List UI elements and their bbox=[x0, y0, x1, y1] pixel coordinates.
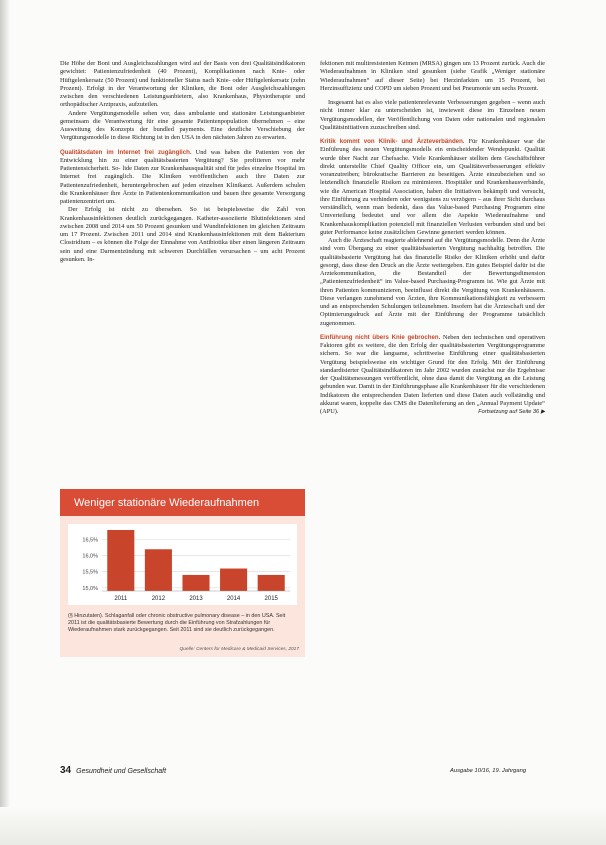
x-tick-label: 2015 bbox=[264, 596, 278, 602]
page-number: 34 bbox=[60, 765, 72, 776]
chart-box bbox=[60, 489, 305, 657]
right-paragraph-3-text: Für Krankenhäuser war die Einführung des neuen Vergütungsmodells ein entscheidender Wendepunkt. Qualität wurde über Nacht zur Chefsache. Viele Krankenhäuser stellten dem Geschäftsführer direkt unterstellte Chief Quality Officer ein, um Qualitätsverbesserungen effektiv voranzutreiben; bürokratische Barrieren zu beseitigen. Ärzte einzubeziehen und so letztendlich finanzielle Risiken zu minimieren. Hospitäler und Krankenhausverbände, wie die American Hospital Association, haben die Initiativen bekämpft und versucht, ihre Einführung zu verhindern oder wenigstens zu verzögern – aus ihrer Sicht durchaus verständlich, wenn man bedenkt, dass das Value-based Purchasing Programm eine Umverteilung bedeutet und vor allem die Aspekte Wiederaufnahme und Krankenhauskomplikation potenziell mit finanziellen Verlusten verbunden sind und bei guter Performance keine zusätzlichen Gewinne generiert werden können. bbox=[320, 138, 546, 236]
issue-info: Ausgabe 10/16, 19. Jahrgang bbox=[450, 768, 527, 774]
x-tick-label: 2012 bbox=[151, 596, 166, 602]
y-tick-label: 16,5% bbox=[82, 537, 98, 544]
bar-chart bbox=[68, 524, 297, 605]
bar-2013 bbox=[182, 575, 209, 591]
x-tick-label: 2011 bbox=[114, 596, 128, 602]
right-paragraph-1: fektionen mit multiresistenten Keimen (MRSA) gingen um 13 Prozent zurück. Auch die Wiederaufnahmen in Kliniken sind gesunken (siehe Grafik „Weniger stationäre Wiederaufnahmen“ auf dieser Seite) bei Herzinfarkten um 15 Prozent, bei Herzinsuffizienz und COPD um sieben Prozent und bei Pneumonie um sechs Prozent. bbox=[320, 60, 545, 92]
subheading-kritik: Kritik kommt von Klinik- und Ärzteverbänden. bbox=[320, 138, 465, 145]
left-paragraph-4: Der Erfolg ist nicht zu übersehen. So ist beispielsweise die Zahl von Krankenhausinfektionen deutlich zurückgegangen. Katheter-assoziierte Blutinfektionen sind zwischen 2008 und 2014 um 50 Prozent gesunken und Wundinfektionen im gleichen Zeitraum um 17 Prozent. Zwischen 2011 und 2014 sind Krankenhausinfektionen mit dem Bakterium Clostridium – es können die Folge der Einnahme von Antibiotika über einen längeren Zeitraum sein und eine Darmentzündung mit schweren Durchfällen verursachen – um acht Prozent gesunken. In- bbox=[60, 206, 305, 263]
bar-2012 bbox=[145, 549, 172, 591]
left-paragraph-3 bbox=[60, 149, 305, 207]
x-tick-label: 2014 bbox=[226, 596, 241, 602]
continued-note: Fortsetzung auf Seite 36 ▶ bbox=[478, 409, 545, 415]
right-paragraph-5-text: Neben den technischen und operativen Faktoren gibt es weitere, die den Erfolg der qualitätsbasierten Vergütungsprogramme sichern. So war die langsame, schrittweise Einführung einer qualitätsbasierten Vergütung beispielsweise ein wichtiger Grund für den Erfolg. Mit der Einführung standardisierter Qualitätsindikatoren im Jahr 2002 wurden zunächst nur die Ergebnisse der Qualitätsmessungen veröffentlicht, ohne dass damit die Vergütung an die Leistung gebunden war. Damit in der Einführungsphase alle Krankenhäuser für die verschiedenen Indikatoren die entsprechenden Daten lieferten und diese Daten auch vollständig und akkurat waren, koppelte das CMS die Datenlieferung an den „Annual Payment Update“ (APU). bbox=[320, 333, 545, 415]
right-paragraph-4: Auch die Ärzteschaft reagierte ablehnend auf die Vergütungsmodelle. Denn die Ärzte sind vom Übergang zu einer qualitätsbasierten Vergütung nachhaltig betroffen. Die qualitätsbasierte Vergütung hat das finanzielle Risiko der Kliniken erhöht und dafür gesorgt, dass diese den Druck an die Ärzte weitergeben. Ein gutes Beispiel dafür ist die Arztekommunikation, die Bestandteil der Bewertungsdimension „Patientenzufriedenheit“ im Value-based Purchasing-Programm ist. Wie gut Ärzte mit ihren Patienten kommunizieren, beeinflusst direkt die Vergütung von Krankenhäusern. Diese verlangen zunehmend von Ärzten, ihre Kommunikationsfähigkeit zu verbessern und an entsprechenden Schulungen teilzunehmen. Insofern hat die Ärzteschaft und der Optimierungsdruck auf Ärzte mit der Einführung der Programme tatsächlich zugenommen. bbox=[320, 237, 545, 327]
bar-2014 bbox=[220, 569, 247, 591]
chart-area bbox=[68, 524, 297, 605]
right-paragraph-5 bbox=[320, 334, 545, 417]
y-tick-label: 16,0% bbox=[82, 553, 98, 560]
chart-title: Weniger stationäre Wiederaufnahmen bbox=[60, 489, 305, 516]
subheading-einfuehrung: Einführung nicht übers Knie gebrochen. bbox=[320, 333, 441, 341]
subheading-qualitaetsdaten: Qualitätsdaten im Internet frei zugänglich. bbox=[60, 148, 192, 156]
chart-source: Quelle: Centers for Medicare & Medicaid Services, 2017 bbox=[179, 647, 299, 652]
page-edge bbox=[0, 807, 606, 845]
bar-2015 bbox=[258, 575, 285, 591]
left-paragraph-2: Andere Vergütungsmodelle sehen vor, dass ambulante und stationäre Leistungsanbieter gemeinsam die Verantwortung für eine gesamte Patientenpopulation übernehmen – eine Ausweitung des Konzepts der bundled payments. Eine deutliche Verschiebung der Vergütungsmodelle in diese Richtung ist in den USA in den nächsten Jahren zu erwarten. bbox=[60, 109, 305, 142]
left-paragraph-1: Die Höhe der Boni und Ausgleichszahlungen wird auf der Basis von drei Qualitätsindikatoren gewichtet: Patientenzufriedenheit (40 Prozent), Komplikationen nach Knie- oder Hüftgelenkersatz (50 Prozent) und funktioneller Status nach Knie- oder Hüftgelenkersatz (zehn Prozent). Erfolgt in der Verantwortung der Kliniken, die Boni oder Ausgleichszahlungen zwischen den verschiedenen Leistungsanbietern, also Krankenhaus, Physiotherapie und orthopädischer Arztpraxis, aufzuteilen. bbox=[60, 60, 305, 109]
left-paragraph-3-text: Und was haben die Patienten von der Entwicklung hin zu einer qualitätsbasierten Vergütung? Sie profitieren vor mehr Patientensicherheit. So- lide Daten zur Krankenhausqualität sind für jedes einzelne Hospital im Internet frei zugänglich. Die Kliniken veröffentlichen auch ihre Daten zur Patientenzufriedenheit, heruntergebrochen auf jeden einzelnen Klinikarzt. Außerdem schulen die Krankenhäuser ihre Ärzte in Patientenkommunikation und bauen ihre gesamte Versorgung patientenzentriert um. bbox=[60, 148, 305, 205]
x-tick-label: 2013 bbox=[189, 596, 203, 602]
chart-caption: (§ Hinzutaten). Schlaganfall oder chronic obstructive pulmonary disease – in den USA. Seit 2011 ist die qualitätsbasierte Bewertung durch die Einführung von Strafzahlungen für Wiederaufnahmen stark zurückgegangen. Seit 2011 sind sie deutlich zurückgegangen. bbox=[68, 613, 286, 633]
right-paragraph-2: Insgesamt hat es also viele patientenrelevante Verbesserungen gegeben – wenn auch nicht immer klar zu unterscheiden ist, inwieweit diese im Einzelnen neuen Vergütungsmodellen, der Veröffentlichung von Daten oder nationalen und regionalen Qualitätsinitiativen zuzuschreiben sind. bbox=[320, 99, 545, 131]
right-paragraph-3 bbox=[320, 138, 545, 237]
left-column bbox=[60, 60, 305, 264]
bar-2011 bbox=[107, 530, 134, 591]
scan-shadow bbox=[0, 0, 10, 845]
footer-left bbox=[60, 765, 166, 776]
right-column bbox=[320, 60, 545, 416]
y-tick-label: 15,5% bbox=[82, 569, 98, 576]
section-name: Gesundheit und Gesellschaft bbox=[76, 768, 167, 775]
y-tick-label: 15,0% bbox=[82, 585, 98, 592]
